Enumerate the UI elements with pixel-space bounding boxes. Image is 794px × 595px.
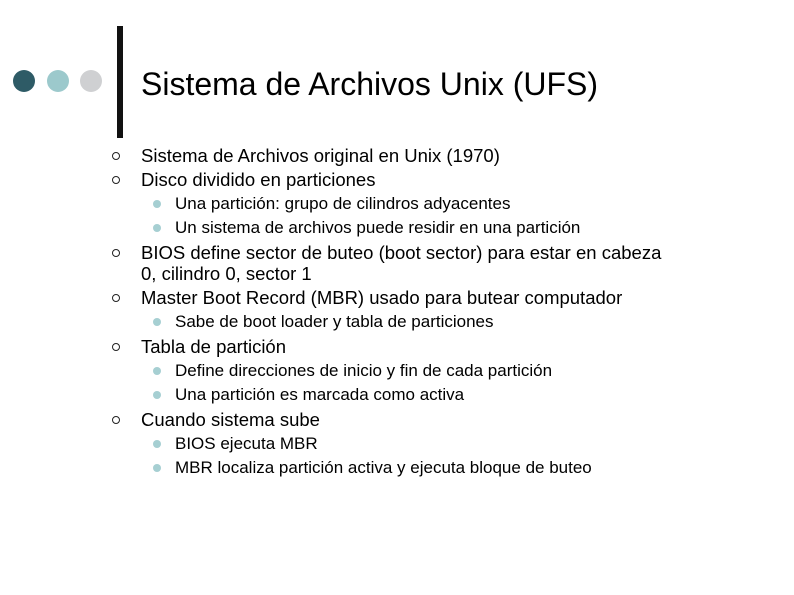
bullet-item: BIOS define sector de buteo (boot sector) para estar en cabeza [141, 242, 662, 263]
sub-bullet-dot-icon [153, 224, 161, 232]
sub-bullet-dot-icon [153, 391, 161, 399]
bullet-ring-icon [112, 343, 120, 351]
slide-title: Sistema de Archivos Unix (UFS) [141, 66, 599, 102]
bullet-ring-icon [112, 416, 120, 424]
bullet-ring-icon [112, 176, 120, 184]
sub-bullet-dot-icon [153, 440, 161, 448]
bullet-item: Cuando sistema sube [141, 409, 320, 430]
bullet-item: Master Boot Record (MBR) usado para butear computador [141, 287, 623, 308]
sub-bullet-item: Una partición es marcada como activa [175, 385, 465, 404]
bullet-ring-icon [112, 294, 120, 302]
bullet-item: Tabla de partición [141, 336, 287, 357]
decorative-dot-teal [47, 70, 69, 92]
sub-bullet-dot-icon [153, 367, 161, 375]
bullet-ring-icon [112, 249, 120, 257]
bullet-item: Sistema de Archivos original en Unix (1970) [141, 145, 500, 166]
sub-bullet-item: Una partición: grupo de cilindros adyacentes [175, 194, 511, 213]
decorative-dot-dark [13, 70, 35, 92]
sub-bullet-dot-icon [153, 464, 161, 472]
bullet-ring-icon [112, 152, 120, 160]
decorative-dot-grey [80, 70, 102, 92]
sub-bullet-dot-icon [153, 200, 161, 208]
bullet-item-continuation: 0, cilindro 0, sector 1 [141, 263, 312, 284]
sub-bullet-dot-icon [153, 318, 161, 326]
sub-bullet-item: MBR localiza partición activa y ejecuta bloque de buteo [175, 458, 592, 477]
sub-bullet-item: Sabe de boot loader y tabla de particiones [175, 312, 494, 331]
title-divider-bar [117, 26, 123, 138]
sub-bullet-item: Define direcciones de inicio y fin de cada partición [175, 361, 553, 380]
bullet-item: Disco dividido en particiones [141, 169, 376, 190]
sub-bullet-item: BIOS ejecuta MBR [175, 434, 318, 453]
sub-bullet-item: Un sistema de archivos puede residir en una partición [175, 218, 581, 237]
